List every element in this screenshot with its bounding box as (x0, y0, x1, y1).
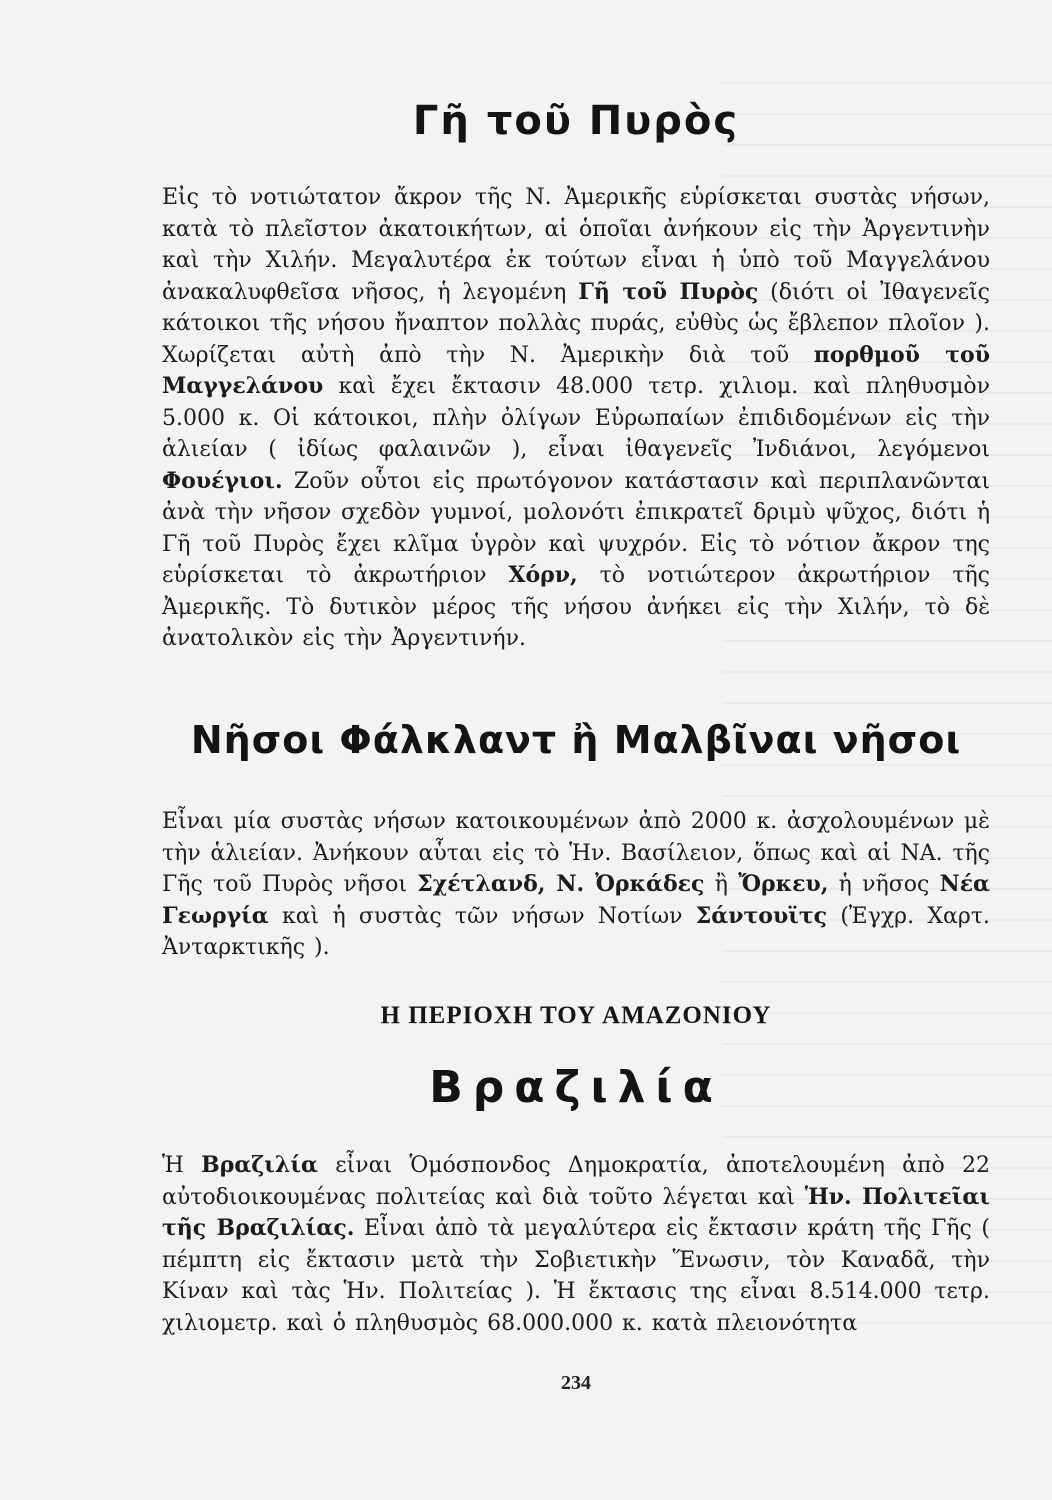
paragraph-tierra-del-fuego: Εἰς τὸ νοτιώτατον ἄκρον τῆς Ν. Ἀμερικῆς εὑρίσκεται συστὰς νήσων, κατὰ τὸ πλεῖστον ἀκατοικήτων, αἱ ὁποῖαι ἀνήκουν εἰς τὴν Ἀργεντινὴν καὶ τὴν Χιλήν. Μεγαλυτέρα ἐκ τούτων εἶναι ἡ ὑπὸ τοῦ Μαγγελάνου ἀνακαλυφθεῖσα νῆσος, ἡ λεγομένη Γῆ τοῦ Πυρὸς (διότι οἱ Ἰθαγενεῖς κάτοικοι τῆς νήσου ἤναπτον πολλὰς πυράς, εὐθὺς ὡς ἔβλεπον πλοῖον ). Χωρίζεται αὐτὴ ἀπὸ τὴν Ν. Ἀμερικὴν διὰ τοῦ πορθμοῦ τοῦ Μαγγελάνου καὶ ἔχει ἔκτασιν 48.000 τετρ. χιλιομ. καὶ πληθυσμὸν 5.000 κ. Οἱ κάτοικοι, πλὴν ὀλίγων Εὐρωπαίων ἐπιδιδομένων εἰς τὴν ἁλιείαν ( ἰδίως φαλαινῶν ), εἶναι ἰθαγενεῖς Ἰνδιάνοι, λεγόμενοι Φουέγιοι. Ζοῦν οὗτοι εἰς πρωτόγονον κατάστασιν καὶ περιπλανῶνται ἀνὰ τὴν νῆσον σχεδὸν γυμνοί, μολονότι ἐπικρατεῖ δριμὺ ψῦχος, διότι ἡ Γῆ τοῦ Πυρὸς ἔχει κλῖμα ὑγρὸν καὶ ψυχρόν. Εἰς τὸ νότιον ἄκρον της εὑρίσκεται τὸ ἀκρωτήριον Χόρν, τὸ νοτιώτερον ἀκρωτήριον τῆς Ἀμερικῆς. Τὸ δυτικὸν μέρος τῆς νήσου ἀνήκει εἰς τὴν Χιλήν, τὸ δὲ ἀνατολικὸν εἰς τὴν Ἀργεντινήν. (162, 185, 991, 651)
paragraph-falkland-islands: Εἶναι μία συστὰς νήσων κατοικουμένων ἀπὸ 2000 κ. ἀσχολουμένων μὲ τὴν ἁλιείαν. Ἀνήκουν αὗται εἰς τὸ Ἡν. Βασίλειον, ὅπως καὶ αἱ ΝΑ. τῆς Γῆς τοῦ Πυρὸς νῆσοι Σχέτλανδ, Ν. Ὀρκάδες ἢ Ὄρκευ, ἡ νῆσος Νέα Γεωργία καὶ ἡ συστὰς τῶν νήσων Νοτίων Σάντουϊτς (Ἐγχρ. Χαρτ. Ἀνταρκτικῆς ). (162, 809, 990, 960)
heading-amazon-region: Η ΠΕΡΙΟΧΗ ΤΟΥ ΑΜΑΖΟΝΙΟΥ (380, 1002, 772, 1029)
paragraph-brazil: Ἡ Βραζιλία εἶναι Ὁμόσπονδος Δημοκρατία, ἀποτελουμένη ἀπὸ 22 αὐτοδιοικουμένας πολιτείας καὶ διὰ τοῦτο λέγεται καὶ Ἡν. Πολιτεῖαι τῆς Βραζιλίας. Εἶναι ἀπὸ τὰ μεγαλύτερα εἰς ἔκτασιν κράτη τῆς Γῆς ( πέμπτη εἰς ἔκτασιν μετὰ τὴν Σοβιετικὴν Ἕνωσιν, τὸν Καναδᾶ, τὴν Κίναν καὶ τὰς Ἡν. Πολιτείας ). Ἡ ἔκτασις της εἶναι 8.514.000 τετρ. χιλιομετρ. καὶ ὁ πληθυσμὸς 68.000.000 κ. κατὰ πλειονότητα (162, 1152, 990, 1336)
heading-brazil: Βραζιλία (429, 1062, 723, 1113)
heading-falkland-islands: Νῆσοι Φάλκλαντ ἢ Μαλβῖναι νῆσοι (190, 718, 962, 762)
page-number: 234 (561, 1372, 591, 1394)
heading-tierra-del-fuego: Γῆ τοῦ Πυρὸς (412, 98, 740, 144)
